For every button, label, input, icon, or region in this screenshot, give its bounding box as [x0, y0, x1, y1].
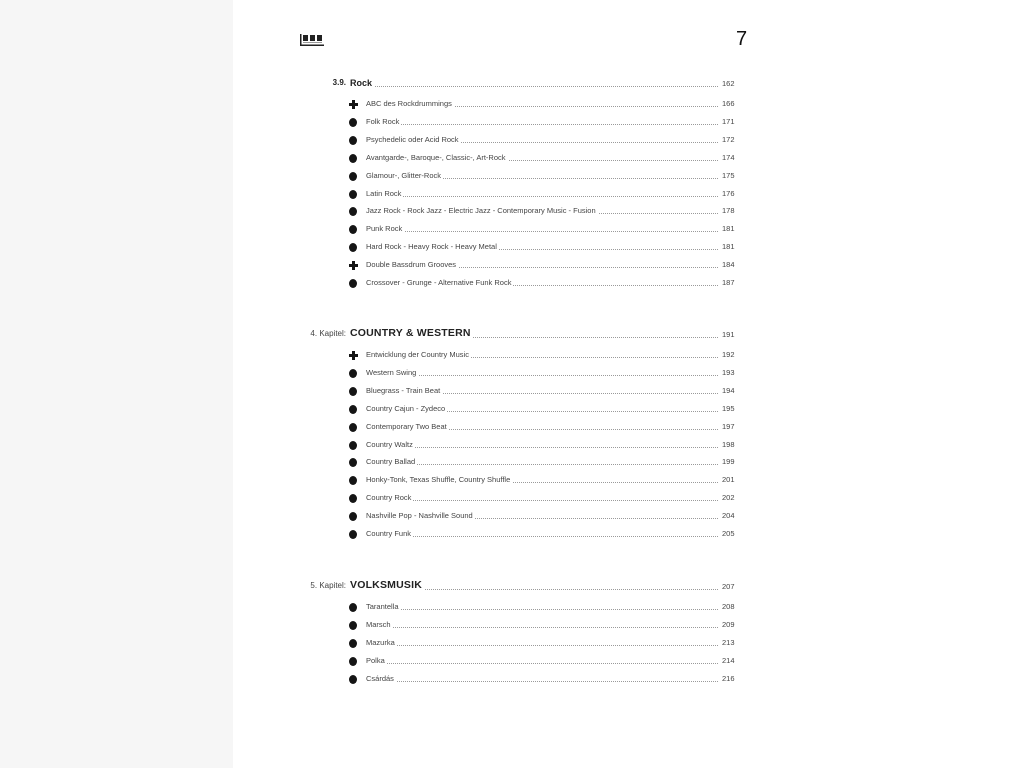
entry-title: Country Ballad — [366, 457, 416, 467]
page-reference: 166 — [722, 99, 735, 108]
toc-entry[interactable] — [0, 456, 1024, 470]
toc-entry[interactable] — [0, 116, 1024, 130]
entry-title: Double Bassdrum Grooves — [366, 260, 457, 270]
toc-entry[interactable] — [0, 510, 1024, 524]
entry-title: Punk Rock — [366, 224, 403, 234]
bullet-icon — [349, 603, 357, 612]
page-number: 7 — [736, 28, 748, 50]
toc-entry[interactable] — [0, 205, 1024, 219]
page-reference: 204 — [722, 511, 735, 521]
toc-entry[interactable] — [0, 241, 1024, 255]
toc-entry[interactable] — [0, 474, 1024, 488]
entry-title: Avantgarde-, Baroque-, Classic-, Art-Rock — [366, 152, 506, 162]
bullet-icon — [349, 225, 357, 234]
entry-title: Country Cajun - Zydeco — [366, 403, 446, 413]
dot-leader — [366, 627, 718, 628]
bullet-icon — [349, 494, 357, 503]
page-reference: 162 — [722, 79, 735, 88]
dot-leader — [366, 500, 718, 501]
page-reference: 199 — [722, 457, 735, 467]
entry-title: Folk Rock — [366, 116, 400, 126]
bullet-icon — [349, 621, 357, 630]
dot-leader — [350, 86, 718, 87]
page-reference: 214 — [722, 655, 735, 665]
page-reference: 175 — [722, 170, 735, 180]
page-reference: 197 — [722, 421, 735, 431]
toc-entry[interactable] — [0, 259, 1024, 273]
bullet-icon — [349, 476, 357, 485]
page-reference: 181 — [722, 224, 735, 234]
dot-leader — [366, 196, 718, 197]
plus-icon — [349, 100, 358, 109]
bullet-icon — [349, 279, 357, 288]
dot-leader — [366, 609, 718, 610]
bullet-icon — [349, 405, 357, 414]
page-reference: 181 — [722, 242, 735, 252]
bullet-icon — [349, 441, 357, 450]
dot-leader — [366, 447, 718, 448]
entry-title: Latin Rock — [366, 188, 402, 198]
dot-leader — [366, 645, 718, 646]
page-reference: 195 — [722, 403, 735, 413]
chapter-number: 5. Kapitel: — [310, 581, 346, 590]
bullet-icon — [349, 118, 357, 127]
page-reference: 201 — [722, 475, 735, 485]
bullet-icon — [349, 657, 357, 666]
publisher-logo-icon — [300, 34, 324, 46]
chapter-number: 4. Kapitel: — [310, 329, 346, 338]
toc-entry[interactable] — [0, 421, 1024, 435]
toc-entry[interactable] — [0, 223, 1024, 237]
entry-title: Hard Rock - Heavy Rock - Heavy Metal — [366, 242, 497, 252]
bullet-icon — [349, 639, 357, 648]
page-reference: 184 — [722, 260, 735, 270]
entry-title: Marsch — [366, 619, 391, 629]
chapter-title: Rock — [350, 78, 373, 88]
chapter-number: 3.9. — [332, 78, 346, 87]
toc-entry[interactable] — [0, 367, 1024, 381]
bullet-icon — [349, 369, 357, 378]
bullet-icon — [349, 190, 357, 199]
page-reference: 213 — [722, 637, 735, 647]
toc-entry[interactable] — [0, 439, 1024, 453]
page-reference: 176 — [722, 188, 735, 198]
entry-title: Psychedelic oder Acid Rock — [366, 134, 459, 144]
page-reference: 178 — [722, 206, 735, 216]
entry-title: Crossover - Grunge - Alternative Funk Rock — [366, 278, 512, 287]
chapter-title: COUNTRY & WESTERN — [350, 327, 471, 339]
toc-entry[interactable] — [0, 655, 1024, 669]
entry-title: Bluegrass - Train Beat — [366, 385, 441, 395]
chapter-heading[interactable] — [0, 78, 1024, 92]
bullet-icon — [349, 675, 357, 684]
entry-title: Nashville Pop - Nashville Sound — [366, 511, 473, 521]
page-reference: 194 — [722, 385, 735, 395]
bullet-icon — [349, 154, 357, 163]
bullet-icon — [349, 512, 357, 521]
toc-entry[interactable] — [0, 601, 1024, 615]
chapter-heading[interactable] — [0, 329, 1024, 343]
bullet-icon — [349, 243, 357, 252]
toc-entry[interactable] — [0, 637, 1024, 651]
entry-title: Tarantella — [366, 602, 399, 611]
toc-entry[interactable] — [0, 349, 1024, 363]
entry-title: Entwicklung der Country Music — [366, 350, 469, 359]
entry-title: Mazurka — [366, 637, 395, 647]
entry-title: Glamour-, Glitter-Rock — [366, 170, 442, 180]
page-reference: 208 — [722, 602, 735, 611]
entry-title: Csárdás — [366, 673, 394, 683]
toc-entry[interactable] — [0, 98, 1024, 112]
toc-entry[interactable] — [0, 403, 1024, 417]
entry-title: Honky-Tonk, Texas Shuffle, Country Shuffle — [366, 475, 511, 485]
page-reference: 191 — [722, 330, 735, 339]
bullet-icon — [349, 172, 357, 181]
page-reference: 205 — [722, 529, 735, 538]
page-reference: 193 — [722, 367, 735, 377]
dot-leader — [366, 124, 718, 125]
toc-entry[interactable] — [0, 673, 1024, 687]
dot-leader — [366, 663, 718, 664]
toc-entry[interactable] — [0, 170, 1024, 184]
toc-entry[interactable] — [0, 528, 1024, 542]
page-reference: 198 — [722, 439, 735, 449]
entry-title: Country Waltz — [366, 439, 413, 449]
page-reference: 174 — [722, 152, 735, 162]
entry-title: Contemporary Two Beat — [366, 421, 447, 431]
entry-title: ABC des Rockdrummings — [366, 99, 452, 108]
page-reference: 192 — [722, 350, 735, 359]
page-reference: 171 — [722, 116, 735, 126]
dot-leader — [366, 536, 718, 537]
entry-title: Country Rock — [366, 493, 412, 503]
chapter-title: VOLKSMUSIK — [350, 579, 423, 591]
toc-entry[interactable] — [0, 134, 1024, 148]
entry-title: Western Swing — [366, 367, 417, 377]
page-reference: 216 — [722, 673, 735, 683]
page-reference: 209 — [722, 619, 735, 629]
page-reference: 172 — [722, 134, 735, 144]
bullet-icon — [349, 530, 357, 539]
page-reference: 202 — [722, 493, 735, 503]
toc-entry[interactable] — [0, 619, 1024, 633]
page-reference: 207 — [722, 582, 735, 591]
dot-leader — [366, 231, 718, 232]
bullet-icon — [349, 458, 357, 467]
dot-leader — [366, 681, 718, 682]
toc-entry[interactable] — [0, 188, 1024, 202]
bullet-icon — [349, 423, 357, 432]
entry-title: Jazz Rock - Rock Jazz - Electric Jazz - Contemporary Music - Fusion — [366, 206, 596, 216]
chapter-heading[interactable] — [0, 581, 1024, 595]
plus-icon — [349, 351, 358, 360]
bullet-icon — [349, 207, 357, 216]
dot-leader — [366, 375, 718, 376]
entry-title: Country Funk — [366, 529, 412, 538]
toc-entry[interactable] — [0, 277, 1024, 291]
toc-entry[interactable] — [0, 152, 1024, 166]
plus-icon — [349, 261, 358, 270]
bullet-icon — [349, 387, 357, 396]
bullet-icon — [349, 136, 357, 145]
toc-entry[interactable] — [0, 385, 1024, 399]
entry-title: Polka — [366, 655, 385, 665]
toc-entry[interactable] — [0, 492, 1024, 506]
page-reference: 187 — [722, 278, 735, 287]
dot-leader — [366, 464, 718, 465]
